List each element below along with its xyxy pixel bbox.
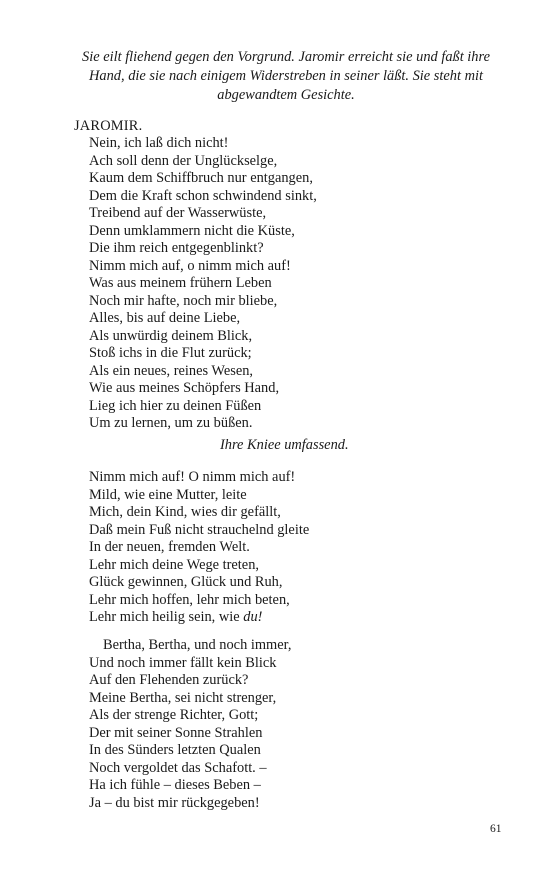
verse-block-1 — [89, 135, 317, 433]
verse-emphasis: du! — [243, 609, 263, 625]
verse-line: Als unwürdig deinem Blick, — [89, 327, 253, 344]
verse-line: Lehr mich deine Wege treten, — [89, 556, 259, 573]
verse-line: Daß mein Fuß nicht strauchelnd gleite — [89, 521, 310, 538]
verse-line: Wie aus meines Schöpfers Hand, — [89, 380, 280, 396]
verse-line: Um zu lernen, um zu büßen. — [89, 415, 253, 431]
verse-line: Mild, wie eine Mutter, leite — [89, 486, 247, 503]
verse-line: Lieg ich hier zu deinen Füßen — [89, 397, 262, 414]
verse-line: Nimm mich auf! O nimm mich auf! — [89, 469, 296, 485]
verse-line: Nein, ich laß dich nicht! — [89, 135, 229, 151]
verse-line-indented: Bertha, Bertha, und noch immer, — [103, 637, 292, 653]
verse-line: Meine Bertha, sei nicht strenger, — [89, 689, 277, 706]
verse-line-text: Lehr mich heilig sein, wie — [89, 609, 244, 625]
verse-line: In des Sünders letzten Qualen — [89, 742, 261, 758]
verse-line: Auf den Flehenden zurück? — [89, 672, 249, 688]
verse-line: Lehr mich hoffen, lehr mich beten, — [89, 591, 290, 608]
stage-direction-line: abgewandtem Gesichte. — [217, 87, 355, 103]
verse-line: Alles, bis auf deine Liebe, — [89, 310, 241, 326]
verse-block-2 — [89, 469, 309, 627]
verse-line: Stoß ichs in die Flut zurück; — [89, 345, 252, 361]
verse-line: Noch mir hafte, noch mir bliebe, — [89, 292, 278, 309]
verse-line: Der mit seiner Sonne Strahlen — [89, 724, 263, 741]
verse-line: Mich, dein Kind, wies dir gefällt, — [89, 504, 281, 520]
verse-line: Was aus meinem frühern Leben — [89, 275, 272, 291]
verse-line: Nimm mich auf, o nimm mich auf! — [89, 257, 291, 274]
speaker-name: JAROMIR. — [74, 118, 143, 134]
verse-line: Glück gewinnen, Glück und Ruh, — [89, 574, 283, 590]
verse-line — [89, 609, 309, 627]
verse-line: Als der strenge Richter, Gott; — [89, 707, 259, 723]
verse-line: Als ein neues, reines Wesen, — [89, 362, 254, 379]
verse-line: Noch vergoldet das Schafott. – — [89, 759, 267, 776]
stage-direction-opening — [66, 48, 506, 105]
stage-direction-inline: Ihre Kniee umfassend. — [220, 437, 349, 453]
stage-direction-line: Sie eilt fliehend gegen den Vorgrund. Jaromir erreicht sie und faßt ihre — [82, 49, 490, 65]
verse-line: Ja – du bist mir rückgegeben! — [89, 794, 260, 811]
verse-line: Und noch immer fällt kein Blick — [89, 654, 277, 671]
verse-line: Kaum dem Schiffbruch nur entgangen, — [89, 170, 313, 186]
verse-line: Ha ich fühle – dieses Beben – — [89, 777, 261, 793]
verse-line: In der neuen, fremden Welt. — [89, 539, 250, 555]
verse-line: Ach soll denn der Unglückselge, — [89, 152, 278, 169]
verse-line: Dem die Kraft schon schwindend sinkt, — [89, 187, 317, 204]
stage-direction-line: Hand, die sie nach einigem Widerstreben in seiner läßt. Sie steht mit — [89, 68, 483, 84]
verse-block-3 — [89, 637, 291, 812]
verse-line: Treibend auf der Wasserwüste, — [89, 205, 267, 221]
verse-line: Denn umklammern nicht die Küste, — [89, 222, 295, 239]
verse-line: Die ihm reich entgegenblinkt? — [89, 240, 264, 256]
page-number: 61 — [490, 823, 502, 835]
